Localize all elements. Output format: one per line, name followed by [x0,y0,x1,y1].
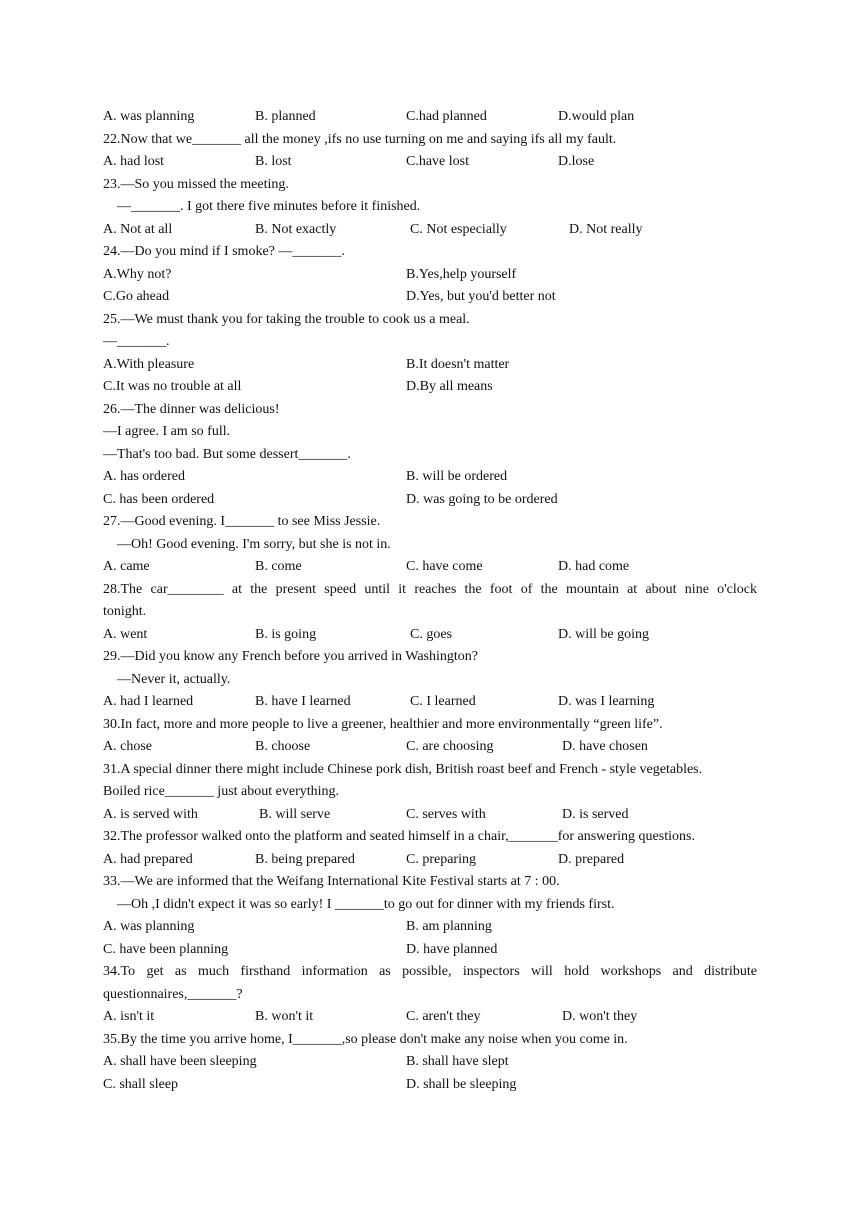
question-27-reply: —Oh! Good evening. I'm sorry, but she is not in. [117,536,391,552]
question-25-reply: —_______. [103,334,170,349]
exam-page [103,106,757,1096]
question-25: 25.—We must thank you for taking the trouble to cook us a meal. [103,311,470,327]
options-row-33b [103,939,757,962]
option-d: D.would plan [558,109,635,124]
option-d: D.Yes, but you'd better not [406,289,556,304]
option-c: C. has been ordered [103,491,215,507]
question-29: 29.—Did you know any French before you arrived in Washington? [103,649,478,664]
question-32: 32.The professor walked onto the platform and seated himself in a chair,_______for answering questions. [103,829,695,844]
option-d: D.lose [558,154,595,169]
question-22: 22.Now that we_______ all the money ,ifs no use turning on me and saying ifs all my fault. [103,131,617,147]
options-row-31 [103,804,757,827]
options-row-28 [103,624,757,647]
option-d: D. have planned [406,941,498,957]
option-d: D. is served [562,806,629,822]
question-33-reply: —Oh ,I didn't expect it was so early! I _______to go out for dinner with my friends first. [117,896,615,912]
option-b: B. am planning [406,919,492,934]
option-a: A. Not at all [103,221,173,237]
option-a: A. came [103,559,150,574]
option-b: B. is going [255,626,317,642]
option-a: A. was planning [103,919,195,934]
question-35: 35.By the time you arrive home, I_______,so please don't make any noise when you come in. [103,1031,628,1047]
options-row-21 [103,106,757,129]
option-b: B. lost [255,154,292,169]
options-row-25a [103,354,757,377]
option-a: A. had I learned [103,694,194,709]
option-d: D. have chosen [562,739,648,754]
option-b: B.Yes,help yourself [406,266,517,282]
question-31-cont: Boiled rice_______ just about everything. [103,784,340,799]
question-28: 28.The car________ at the present speed until it reaches the foot of the mountain at about nine o'clock [103,581,757,597]
options-row-24b [103,286,757,309]
question-34-cont: questionnaires,_______? [103,986,243,1002]
question-23: 23.—So you missed the meeting. [103,176,289,192]
option-c: C. are choosing [406,739,494,754]
option-a: A. had prepared [103,851,193,867]
option-c: C.had planned [406,109,487,124]
options-row-35b [103,1074,757,1097]
option-d: D.By all means [406,379,493,394]
option-d: D. prepared [558,851,625,867]
options-row-30 [103,736,757,759]
option-c: C. have come [406,559,483,574]
question-23-reply: —_______. I got there five minutes before it finished. [117,199,421,214]
option-d: D. was going to be ordered [406,491,558,507]
options-row-26a [103,466,757,489]
option-a: A.Why not? [103,266,172,282]
option-b: B. being prepared [255,851,355,867]
option-d: D. will be going [558,626,649,642]
question-24: 24.—Do you mind if I smoke? —_______. [103,244,345,259]
option-b: B. planned [255,109,316,124]
option-b: B. will serve [259,806,331,822]
option-b: B. Not exactly [255,221,337,237]
option-c: C.Go ahead [103,289,170,304]
option-c: C. Not especially [410,221,507,237]
question-33: 33.—We are informed that the Weifang International Kite Festival starts at 7 : 00. [103,874,560,889]
option-c: C. I learned [410,694,476,709]
options-row-23 [103,219,757,242]
options-row-35a [103,1051,757,1074]
option-a: A. chose [103,739,152,754]
option-c: C. goes [410,626,452,642]
option-a: A. went [103,626,148,642]
question-26-reply-2: —That's too bad. But some dessert_______. [103,446,351,462]
option-c: C. aren't they [406,1009,481,1024]
option-d: D. shall be sleeping [406,1076,517,1092]
option-c: C. have been planning [103,941,229,957]
options-row-26b [103,489,757,512]
question-29-reply: —Never it, actually. [117,671,231,687]
option-b: B. won't it [255,1009,314,1024]
option-a: A. isn't it [103,1009,155,1024]
option-a: A. has ordered [103,469,186,484]
option-c: C.It was no trouble at all [103,379,242,394]
options-row-33a [103,916,757,939]
question-30: 30.In fact, more and more people to live a greener, healthier and more environmentally “green life”. [103,716,663,732]
options-row-24a [103,264,757,287]
option-c: C. serves with [406,806,486,822]
question-31: 31.A special dinner there might include Chinese pork dish, British roast beef and French - style vegetables. [103,761,703,777]
option-d: D. Not really [569,221,643,237]
option-d: D. won't they [562,1009,638,1024]
option-c: C.have lost [406,154,469,169]
question-34: 34.To get as much firsthand information as possible, inspectors will hold workshops and distribute [103,964,757,979]
option-a: A. was planning [103,109,195,124]
option-b: B. come [255,559,302,574]
option-b: B.It doesn't matter [406,356,510,372]
option-c: C. shall sleep [103,1076,179,1092]
question-26: 26.—The dinner was delicious! [103,401,280,417]
options-row-29 [103,691,757,714]
question-27: 27.—Good evening. I_______ to see Miss Jessie. [103,514,381,529]
option-a: A. had lost [103,154,165,169]
option-b: B. have I learned [255,694,351,709]
options-row-34 [103,1006,757,1029]
option-b: B. choose [255,739,311,754]
option-a: A.With pleasure [103,356,195,372]
option-a: A. is served with [103,806,198,822]
options-row-22 [103,151,757,174]
options-row-27 [103,556,757,579]
option-b: B. will be ordered [406,469,508,484]
option-a: A. shall have been sleeping [103,1054,257,1069]
option-d: D. was I learning [558,694,655,709]
options-row-25b [103,376,757,399]
question-26-reply-1: —I agree. I am so full. [103,424,231,439]
options-row-32 [103,849,757,872]
option-b: B. shall have slept [406,1054,509,1069]
option-d: D. had come [558,559,630,574]
option-c: C. preparing [406,851,476,867]
question-28-cont: tonight. [103,604,147,619]
